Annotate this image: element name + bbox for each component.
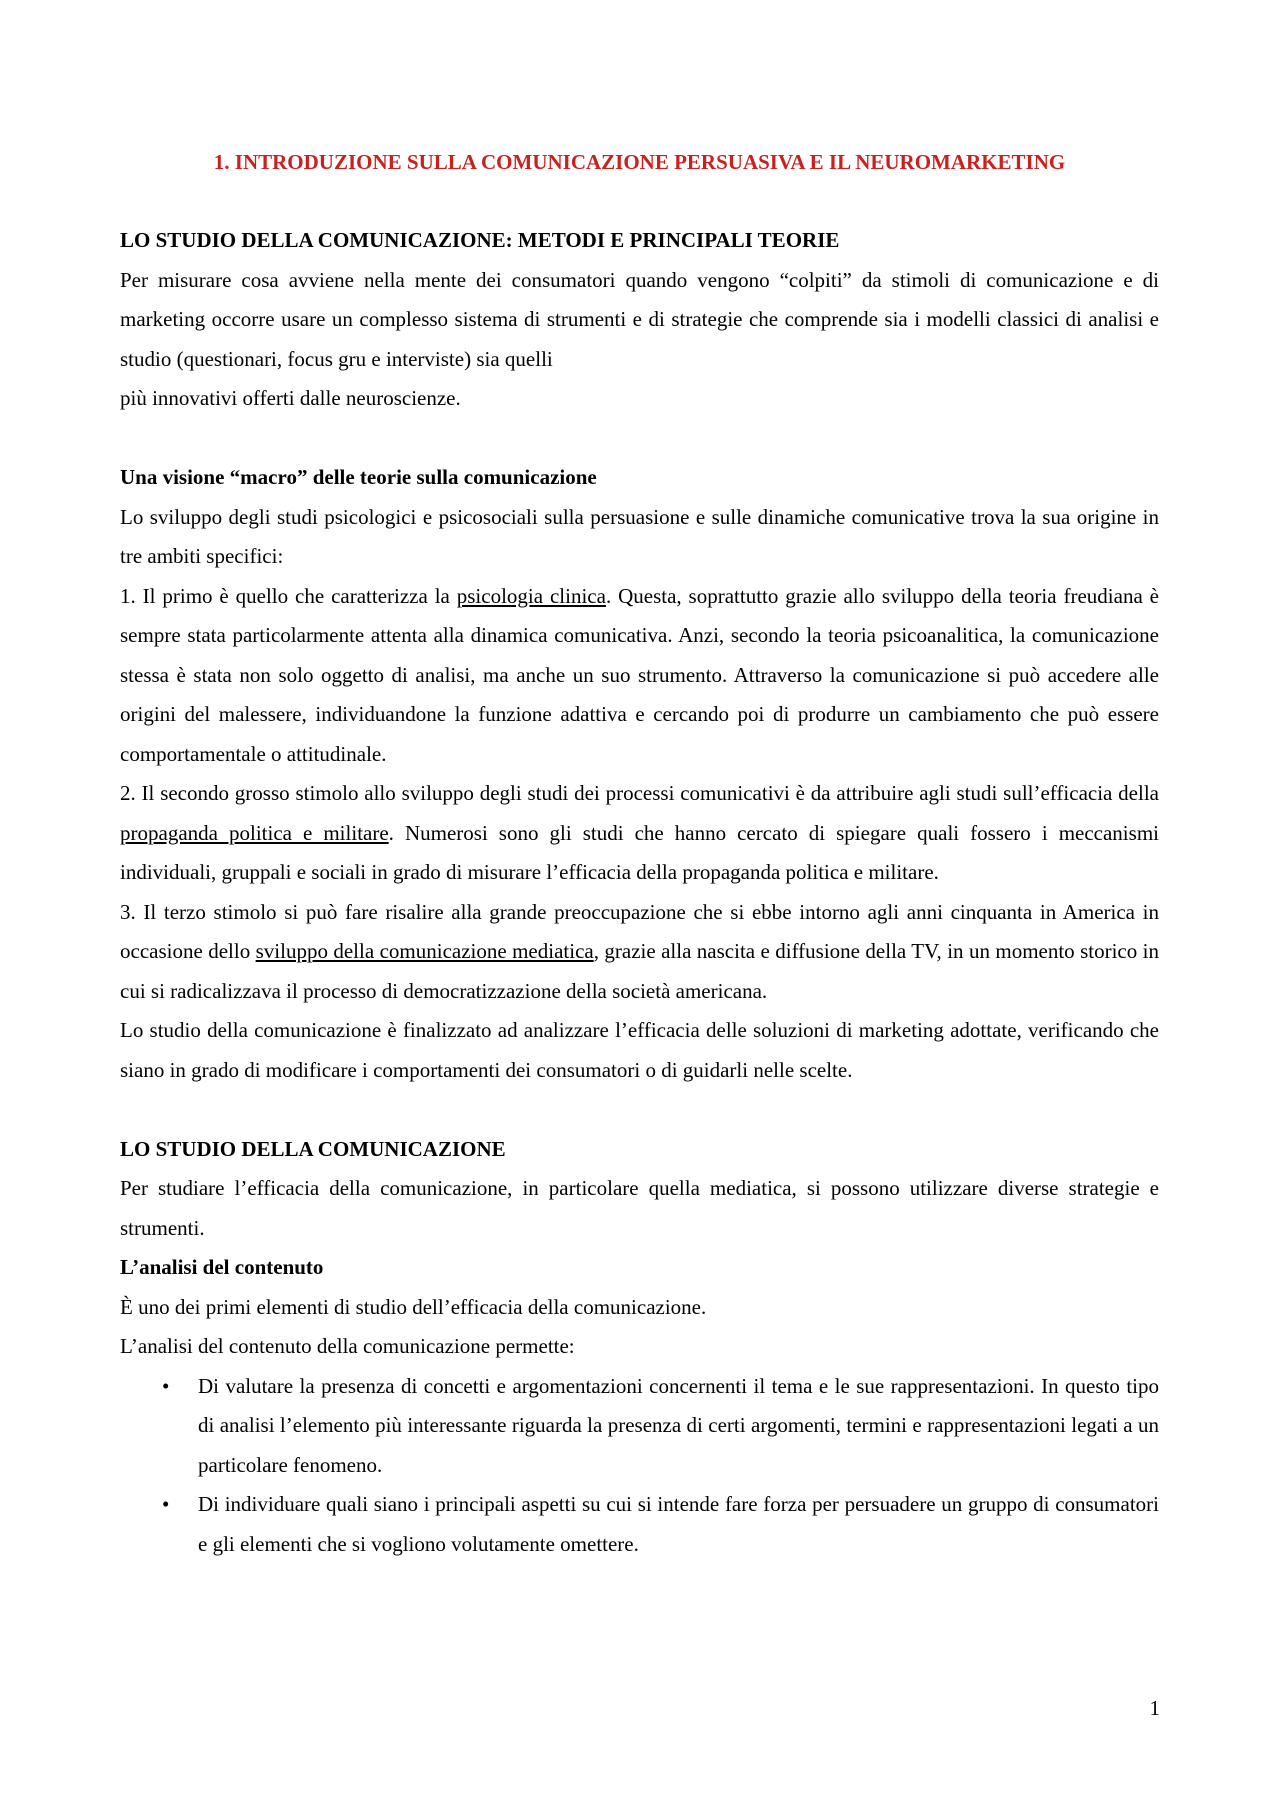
subheading-content-analysis: L’analisi del contenuto	[120, 1255, 324, 1279]
paragraph-origins-intro: Lo sviluppo degli studi psicologici e psicosociali sulla persuasione e sulle dinamiche comunicative trova la sua origine in tre ambiti specifici:	[120, 504, 1159, 568]
list-item-text: Di valutare la presenza di concetti e argomentazioni concernenti il tema e le sue rappresentazioni. In questo tipo di analisi l’elemento più interessante riguarda la presenza di certi argomenti, termini e rappresentazioni legati a un particolare fenomeno.	[198, 1373, 1159, 1477]
paragraph-conclusion: Lo studio della comunicazione è finalizzato ad analizzare l’efficacia delle soluzioni di marketing adottate, verificando che siano in grado di modificare i comportamenti dei consumatori o di guidarli nelle scelte.	[120, 1018, 1159, 1082]
numbered-item-3	[120, 893, 1159, 1012]
list-item-text: Di individuare quali siano i principali aspetti su cui si intende fare forza per persuadere un gruppo di consumatori e gli elementi che si vogliono volutamente omettere.	[198, 1492, 1159, 1556]
bullet-icon: •	[162, 1492, 170, 1516]
item-2-text-start: 2. Il secondo grosso stimolo allo sviluppo degli studi dei processi comunicativi è da attribuire agli studi sull’efficacia della	[120, 781, 1159, 805]
chapter-title: 1. INTRODUZIONE SULLA COMUNICAZIONE PERSUASIVA E IL NEUROMARKETING	[213, 150, 1066, 174]
underlined-term-political-propaganda: propaganda politica e militare	[120, 820, 389, 845]
paragraph-content-analysis-2: L’analisi del contenuto della comunicazione permette:	[120, 1334, 575, 1358]
bullet-list	[120, 1367, 1159, 1565]
page-content	[120, 143, 1159, 1564]
item-3-text-end: , grazie alla nascita e diffusione della TV, in un momento storico in cui si radicalizzava il processo di democratizzazione della società americana.	[120, 939, 1159, 1003]
list-item	[120, 1485, 1159, 1564]
underlined-term-media-communication: sviluppo della comunicazione mediatica	[255, 939, 594, 963]
item-3-text-start: 3. Il terzo stimolo si può fare risalire alla grande preoccupazione che si ebbe intorno agli anni cinquanta in America in occasione dello	[120, 899, 1159, 963]
paragraph-methods-continued: più innovativi offerti dalle neuroscienze.	[120, 386, 461, 410]
item-1-text-start: 1. Il primo è quello che caratterizza la	[120, 583, 457, 608]
section-heading-methods: LO STUDIO DELLA COMUNICAZIONE: METODI E PRINCIPALI TEORIE	[120, 228, 840, 252]
numbered-item-2	[120, 774, 1159, 893]
section-heading-macro-vision: Una visione “macro” delle teorie sulla comunicazione	[120, 465, 597, 489]
numbered-item-1	[120, 577, 1159, 775]
list-item	[120, 1367, 1159, 1486]
underlined-term-clinical-psychology: psicologia clinica	[456, 583, 606, 608]
item-1-text-end: . Questa, soprattutto grazie allo sviluppo della teoria freudiana è sempre stata particolarmente attenta alla dinamica comunicativa. Anzi, secondo la teoria psicoanalitica, la comunicazione stessa è stata non solo oggetto di analisi, ma anche un suo strumento. Attraverso la comunicazione si può accedere alle origini del malessere, individuandone la funzione adattiva e cercando poi di produrre un cambiamento che può essere comportamentale o attitudinale.	[120, 583, 1159, 766]
item-2-text-end: . Numerosi sono gli studi che hanno cercato di spiegare quali fossero i meccanismi individuali, gruppali e sociali in grado di misurare l’efficacia della propaganda politica e militare.	[120, 820, 1159, 884]
section-heading-communication-study: LO STUDIO DELLA COMUNICAZIONE	[120, 1136, 506, 1161]
paragraph-content-analysis-1: È uno dei primi elementi di studio dell’efficacia della comunicazione.	[120, 1294, 707, 1319]
spacer	[120, 419, 1159, 459]
spacer	[120, 1090, 1159, 1130]
page-number: 1	[1149, 1696, 1160, 1720]
paragraph-methods: Per misurare cosa avviene nella mente dei consumatori quando vengono “colpiti” da stimoli di comunicazione e di marketing occorre usare un complesso sistema di strumenti e di strategie che comprende sia i modelli classici di analisi e studio (questionari, focus gru e interviste) sia quelli	[120, 267, 1159, 371]
paragraph-strategies: Per studiare l’efficacia della comunicazione, in particolare quella mediatica, si possono utilizzare diverse strategie e strumenti.	[120, 1176, 1159, 1240]
bullet-icon: •	[162, 1373, 170, 1398]
